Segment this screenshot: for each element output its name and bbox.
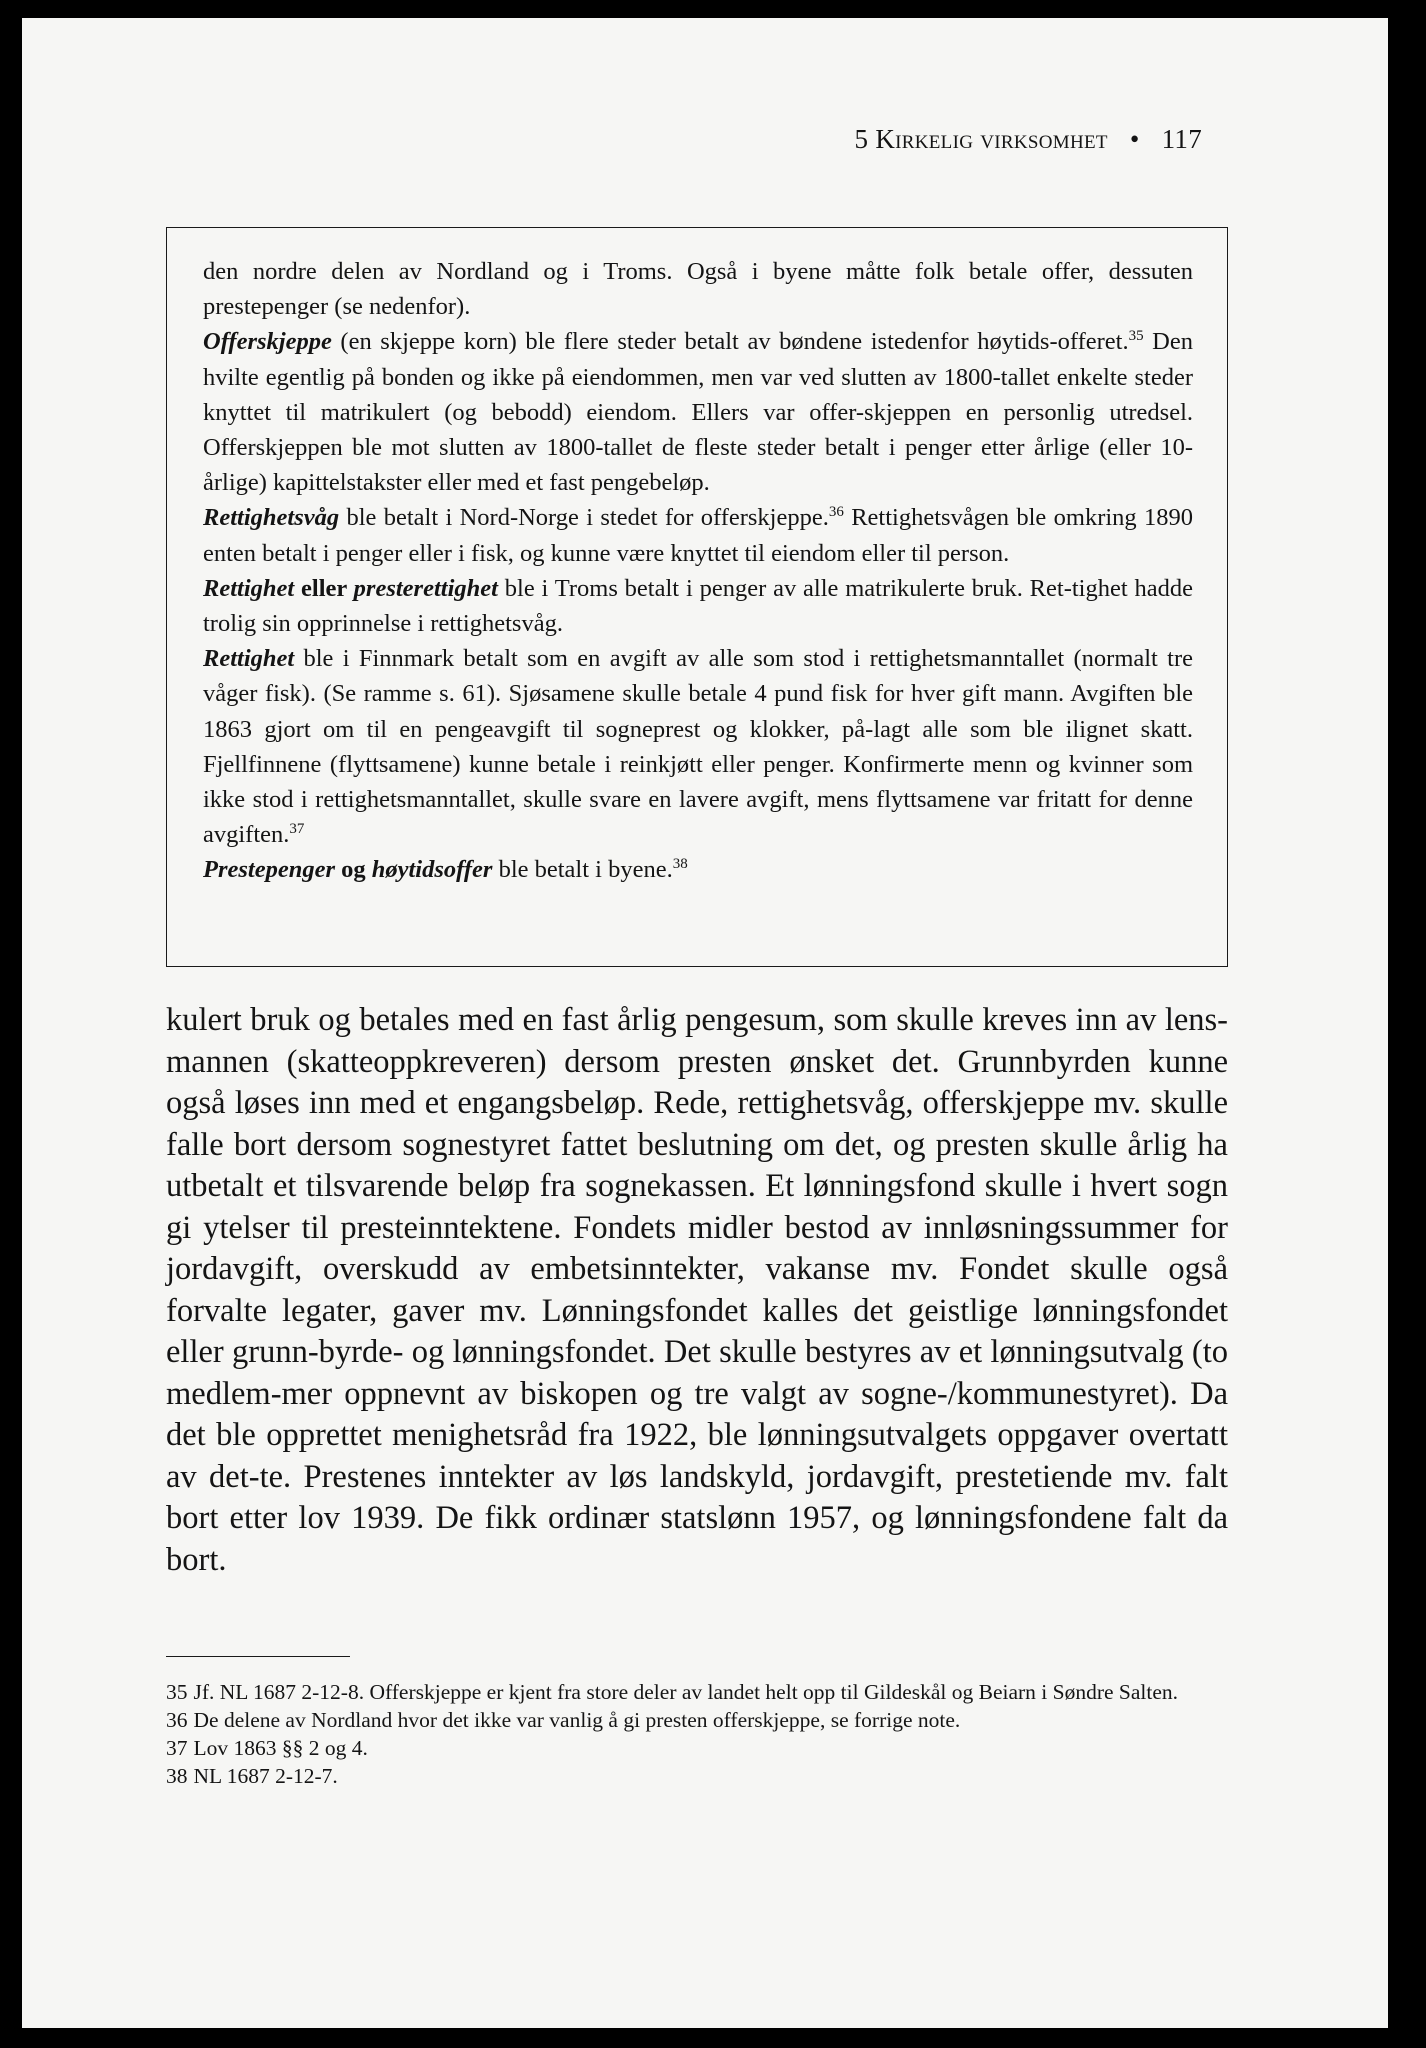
- footnote-38: [166, 1762, 1228, 1790]
- term-offerskjeppe: Offerskjeppe: [203, 328, 332, 356]
- box-text: Rettighetsvågen ble omkring 1890 enten betalt i penger eller i fisk, og kunne være knyttet til eiendom eller til person.: [203, 504, 1193, 567]
- footnotes: [166, 1678, 1228, 1790]
- term-rettighet: Rettighet: [203, 574, 295, 602]
- term-prestepenger: Prestepenger: [203, 856, 335, 884]
- conjunction: eller: [294, 574, 354, 602]
- box-paragraph-rettighet-troms: [203, 571, 1193, 641]
- box-text: Den hvilte egentlig på bonden og ikke på eiendommen, men var ved slutten av 1800-tallet enkelte steder knyttet til matrikulert (og bebodd) eiendom. Ellers var offer-skjeppen en personlig utredsel. Offerskjeppen ble mot slutten av 1800-tallet de fleste steder betalt i penger etter årlige (eller 10-årlige) kapittelstakster eller med et fast pengebeløp.: [203, 328, 1193, 497]
- box-paragraph-1: [203, 254, 1193, 324]
- box-paragraph-offerskjeppe: [203, 324, 1193, 500]
- body-text: [166, 1000, 1228, 1581]
- box-paragraph-rettighetsvag: [203, 500, 1193, 570]
- box-text: den nordre delen av Nordland og i Troms. Også i byene måtte folk betale offer, dessuten prestepenger (se nedenfor).: [203, 258, 1193, 321]
- box-text: ble betalt i Nord-Norge i stedet for offerskjeppe.: [339, 504, 829, 532]
- body-paragraph: kulert bruk og betales med en fast årlig pengesum, som skulle kreves inn av lens-mannen (skatteoppkreveren) dersom presten ønsket det. Grunnbyrden kunne også løses inn med et engangsbeløp. Rede, rettighetsvåg, offerskjeppe mv. skulle falle bort dersom sognestyret fattet beslutning om det, og presten skulle årlig ha utbetalt et tilsvarende beløp fra sognekassen. Et lønningsfond skulle i hvert sogn gi ytelser til presteinntektene. Fondets midler bestod av innløsningssummer for jordavgift, overskudd av embetsinntekter, vakanse mv. Fondet skulle også forvalte legater, gaver mv. Lønningsfondet kalles det geistlige lønningsfondet eller grunn-byrde- og lønningsfondet. Det skulle bestyres av et lønningsutvalg (to medlem-mer oppnevnt av biskopen og tre valgt av sogne-/kommunestyret). Da det ble opprettet menighetsråd fra 1922, ble lønningsutvalgets oppgaver overtatt av det-te. Prestenes inntekter av løs landskyld, jordavgift, prestetiende mv. falt bort etter lov 1939. De fikk ordinær statslønn 1957, og lønningsfondene falt da bort.: [166, 1002, 1228, 1578]
- term-presterettighet: presterettighet: [353, 574, 498, 602]
- footnote-text: De delene av Nordland hvor det ikke var vanlig å gi presten offerskjeppe, se forrige note.: [193, 1708, 961, 1732]
- box-paragraph-prestepenger: [203, 852, 1193, 887]
- term-hoytidsoffer: høytidsoffer: [371, 856, 493, 884]
- footnote-36: [166, 1706, 1228, 1734]
- footnote-ref-36[interactable]: 36: [828, 504, 844, 521]
- footnote-37: [166, 1734, 1228, 1762]
- footnote-ref-37[interactable]: 37: [289, 821, 305, 838]
- conjunction: og: [335, 856, 372, 884]
- definitions-box: [166, 227, 1228, 967]
- page-number: 117: [1161, 124, 1202, 154]
- chapter-title: 5 Kirkelig virksomhet: [854, 124, 1108, 154]
- box-text: (en skjeppe korn) ble flere steder betalt av bøndene istedenfor høytids-offeret.: [331, 328, 1129, 356]
- footnote-text: Jf. NL 1687 2-12-8. Offerskjeppe er kjent fra store deler av landet helt opp til Gildeskål og Beiarn i Søndre Salten.: [193, 1680, 1179, 1704]
- box-text: ble betalt i byene.: [492, 856, 673, 884]
- box-paragraph-rettighet-finnmark: [203, 641, 1193, 852]
- separator-bullet: •: [1129, 124, 1140, 154]
- footnote-number: 37: [166, 1736, 188, 1760]
- footnote-number: 38: [166, 1764, 188, 1788]
- term-rettighet: Rettighet: [203, 645, 295, 673]
- footnote-number: 35: [166, 1680, 188, 1704]
- footnote-text: NL 1687 2-12-7.: [193, 1764, 338, 1788]
- book-page: [22, 18, 1388, 2028]
- box-text: ble i Troms betalt i penger av alle matrikulerte bruk. Ret-tighet hadde trolig sin opprinnelse i rettighetsvåg.: [203, 574, 1193, 638]
- footnote-ref-38[interactable]: 38: [672, 856, 688, 873]
- footnote-text: Lov 1863 §§ 2 og 4.: [193, 1736, 368, 1760]
- footnote-35: [166, 1678, 1228, 1706]
- term-rettighetsvag: Rettighetsvåg: [203, 504, 340, 532]
- footnote-divider: [166, 1656, 350, 1657]
- box-text: ble i Finnmark betalt som en avgift av alle som stod i rettighetsmanntallet (normalt tre våger fisk). (Se ramme s. 61). Sjøsamene skulle betale 4 pund fisk for hver gift mann. Avgiften ble 1863 gjort om til en pengeavgift til sogneprest og klokker, på-lagt alle som ble ilignet skatt. Fjellfinnene (flyttsamene) kunne betale i reinkjøtt eller penger. Konfirmerte menn og kvinner som ikke stod i rettighetsmanntallet, skulle svare en lavere avgift, mens flyttsamene var fritatt for denne avgiften.: [203, 645, 1193, 849]
- footnote-number: 36: [166, 1708, 188, 1732]
- footnote-ref-35[interactable]: 35: [1128, 328, 1144, 345]
- running-head: [854, 124, 1202, 155]
